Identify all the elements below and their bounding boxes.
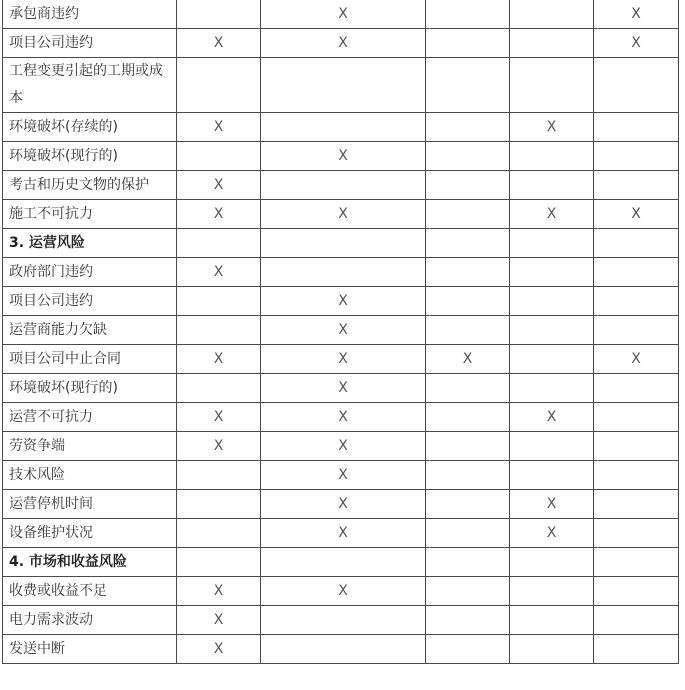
- empty-cell: [177, 490, 261, 519]
- allocation-mark: X: [594, 200, 679, 229]
- allocation-mark: X: [177, 345, 261, 374]
- table-row: [3, 490, 679, 519]
- empty-cell: [510, 635, 594, 664]
- empty-cell: [510, 316, 594, 345]
- empty-cell: [426, 548, 510, 577]
- empty-cell: [510, 345, 594, 374]
- empty-cell: [261, 635, 426, 664]
- empty-cell: [594, 229, 679, 258]
- empty-cell: [426, 374, 510, 403]
- empty-cell: [594, 519, 679, 548]
- empty-cell: [426, 200, 510, 229]
- empty-cell: [426, 403, 510, 432]
- risk-item-label: 劳资争端: [3, 432, 177, 461]
- section-row: [3, 548, 679, 577]
- empty-cell: [261, 258, 426, 287]
- empty-cell: [594, 142, 679, 171]
- table-row: [3, 58, 679, 113]
- empty-cell: [177, 316, 261, 345]
- empty-cell: [177, 519, 261, 548]
- allocation-mark: X: [261, 200, 426, 229]
- empty-cell: [594, 606, 679, 635]
- table-row: [3, 287, 679, 316]
- empty-cell: [426, 229, 510, 258]
- empty-cell: [261, 548, 426, 577]
- table-row: [3, 29, 679, 58]
- empty-cell: [594, 287, 679, 316]
- table-row: [3, 432, 679, 461]
- empty-cell: [510, 258, 594, 287]
- risk-item-label: 工程变更引起的工期或成本: [3, 58, 177, 113]
- allocation-mark: X: [177, 113, 261, 142]
- empty-cell: [177, 287, 261, 316]
- empty-cell: [594, 577, 679, 606]
- empty-cell: [594, 432, 679, 461]
- empty-cell: [594, 635, 679, 664]
- empty-cell: [177, 548, 261, 577]
- empty-cell: [426, 142, 510, 171]
- risk-item-label: 发送中断: [3, 635, 177, 664]
- empty-cell: [426, 258, 510, 287]
- allocation-mark: X: [261, 490, 426, 519]
- risk-item-label: 运营停机时间: [3, 490, 177, 519]
- risk-item-label: 电力需求波动: [3, 606, 177, 635]
- empty-cell: [510, 229, 594, 258]
- empty-cell: [426, 0, 510, 29]
- allocation-mark: X: [261, 577, 426, 606]
- risk-table-body: [3, 0, 679, 664]
- empty-cell: [426, 58, 510, 113]
- risk-item-label: 施工不可抗力: [3, 200, 177, 229]
- empty-cell: [510, 29, 594, 58]
- risk-item-label: 环境破坏(存续的): [3, 113, 177, 142]
- empty-cell: [510, 577, 594, 606]
- section-row: [3, 229, 679, 258]
- table-row: [3, 316, 679, 345]
- table-row: [3, 403, 679, 432]
- empty-cell: [510, 606, 594, 635]
- empty-cell: [594, 490, 679, 519]
- allocation-mark: X: [426, 345, 510, 374]
- empty-cell: [426, 461, 510, 490]
- empty-cell: [426, 577, 510, 606]
- empty-cell: [426, 287, 510, 316]
- empty-cell: [594, 461, 679, 490]
- empty-cell: [594, 113, 679, 142]
- empty-cell: [426, 171, 510, 200]
- risk-allocation-table: [2, 0, 679, 664]
- table-row: [3, 374, 679, 403]
- table-row: [3, 0, 679, 29]
- empty-cell: [177, 0, 261, 29]
- allocation-mark: X: [261, 345, 426, 374]
- allocation-mark: X: [177, 606, 261, 635]
- allocation-mark: X: [261, 0, 426, 29]
- empty-cell: [594, 58, 679, 113]
- risk-item-label: 运营不可抗力: [3, 403, 177, 432]
- allocation-mark: X: [510, 519, 594, 548]
- allocation-mark: X: [261, 316, 426, 345]
- risk-item-label: 项目公司违约: [3, 29, 177, 58]
- empty-cell: [426, 519, 510, 548]
- allocation-mark: X: [261, 432, 426, 461]
- table-row: [3, 258, 679, 287]
- empty-cell: [510, 548, 594, 577]
- allocation-mark: X: [177, 577, 261, 606]
- risk-item-label: 设备维护状况: [3, 519, 177, 548]
- allocation-mark: X: [177, 171, 261, 200]
- empty-cell: [261, 606, 426, 635]
- section-heading: 3. 运营风险: [3, 229, 177, 258]
- empty-cell: [510, 0, 594, 29]
- allocation-mark: X: [261, 287, 426, 316]
- allocation-mark: X: [177, 403, 261, 432]
- table-row: [3, 113, 679, 142]
- empty-cell: [594, 316, 679, 345]
- risk-item-label: 收费或收益不足: [3, 577, 177, 606]
- empty-cell: [510, 461, 594, 490]
- empty-cell: [177, 461, 261, 490]
- table-row: [3, 200, 679, 229]
- allocation-mark: X: [594, 0, 679, 29]
- allocation-mark: X: [261, 403, 426, 432]
- table-row: [3, 171, 679, 200]
- empty-cell: [594, 548, 679, 577]
- empty-cell: [261, 113, 426, 142]
- risk-item-label: 承包商违约: [3, 0, 177, 29]
- allocation-mark: X: [177, 29, 261, 58]
- allocation-mark: X: [261, 29, 426, 58]
- risk-item-label: 项目公司违约: [3, 287, 177, 316]
- risk-item-label: 政府部门违约: [3, 258, 177, 287]
- table-row: [3, 519, 679, 548]
- empty-cell: [594, 403, 679, 432]
- allocation-mark: X: [177, 635, 261, 664]
- allocation-mark: X: [261, 142, 426, 171]
- allocation-mark: X: [261, 374, 426, 403]
- empty-cell: [426, 432, 510, 461]
- allocation-mark: X: [177, 258, 261, 287]
- empty-cell: [426, 606, 510, 635]
- empty-cell: [177, 58, 261, 113]
- risk-item-label: 考古和历史文物的保护: [3, 171, 177, 200]
- empty-cell: [594, 171, 679, 200]
- risk-item-label: 环境破坏(现行的): [3, 374, 177, 403]
- empty-cell: [510, 374, 594, 403]
- empty-cell: [510, 171, 594, 200]
- section-heading: 4. 市场和收益风险: [3, 548, 177, 577]
- empty-cell: [594, 258, 679, 287]
- empty-cell: [177, 374, 261, 403]
- table-row: [3, 577, 679, 606]
- empty-cell: [426, 490, 510, 519]
- allocation-mark: X: [510, 200, 594, 229]
- risk-item-label: 环境破坏(现行的): [3, 142, 177, 171]
- allocation-mark: X: [510, 403, 594, 432]
- empty-cell: [510, 287, 594, 316]
- empty-cell: [177, 229, 261, 258]
- allocation-mark: X: [177, 432, 261, 461]
- allocation-mark: X: [261, 519, 426, 548]
- table-row: [3, 606, 679, 635]
- empty-cell: [510, 432, 594, 461]
- table-row: [3, 345, 679, 374]
- allocation-mark: X: [261, 461, 426, 490]
- empty-cell: [261, 229, 426, 258]
- empty-cell: [177, 142, 261, 171]
- table-row: [3, 461, 679, 490]
- allocation-mark: X: [177, 200, 261, 229]
- empty-cell: [510, 142, 594, 171]
- risk-item-label: 运营商能力欠缺: [3, 316, 177, 345]
- table-row: [3, 635, 679, 664]
- risk-item-label: 技术风险: [3, 461, 177, 490]
- empty-cell: [594, 374, 679, 403]
- empty-cell: [261, 58, 426, 113]
- empty-cell: [261, 171, 426, 200]
- empty-cell: [426, 113, 510, 142]
- empty-cell: [426, 316, 510, 345]
- allocation-mark: X: [594, 345, 679, 374]
- empty-cell: [426, 635, 510, 664]
- empty-cell: [426, 29, 510, 58]
- allocation-mark: X: [510, 113, 594, 142]
- table-row: [3, 142, 679, 171]
- risk-item-label: 项目公司中止合同: [3, 345, 177, 374]
- allocation-mark: X: [510, 490, 594, 519]
- empty-cell: [510, 58, 594, 113]
- allocation-mark: X: [594, 29, 679, 58]
